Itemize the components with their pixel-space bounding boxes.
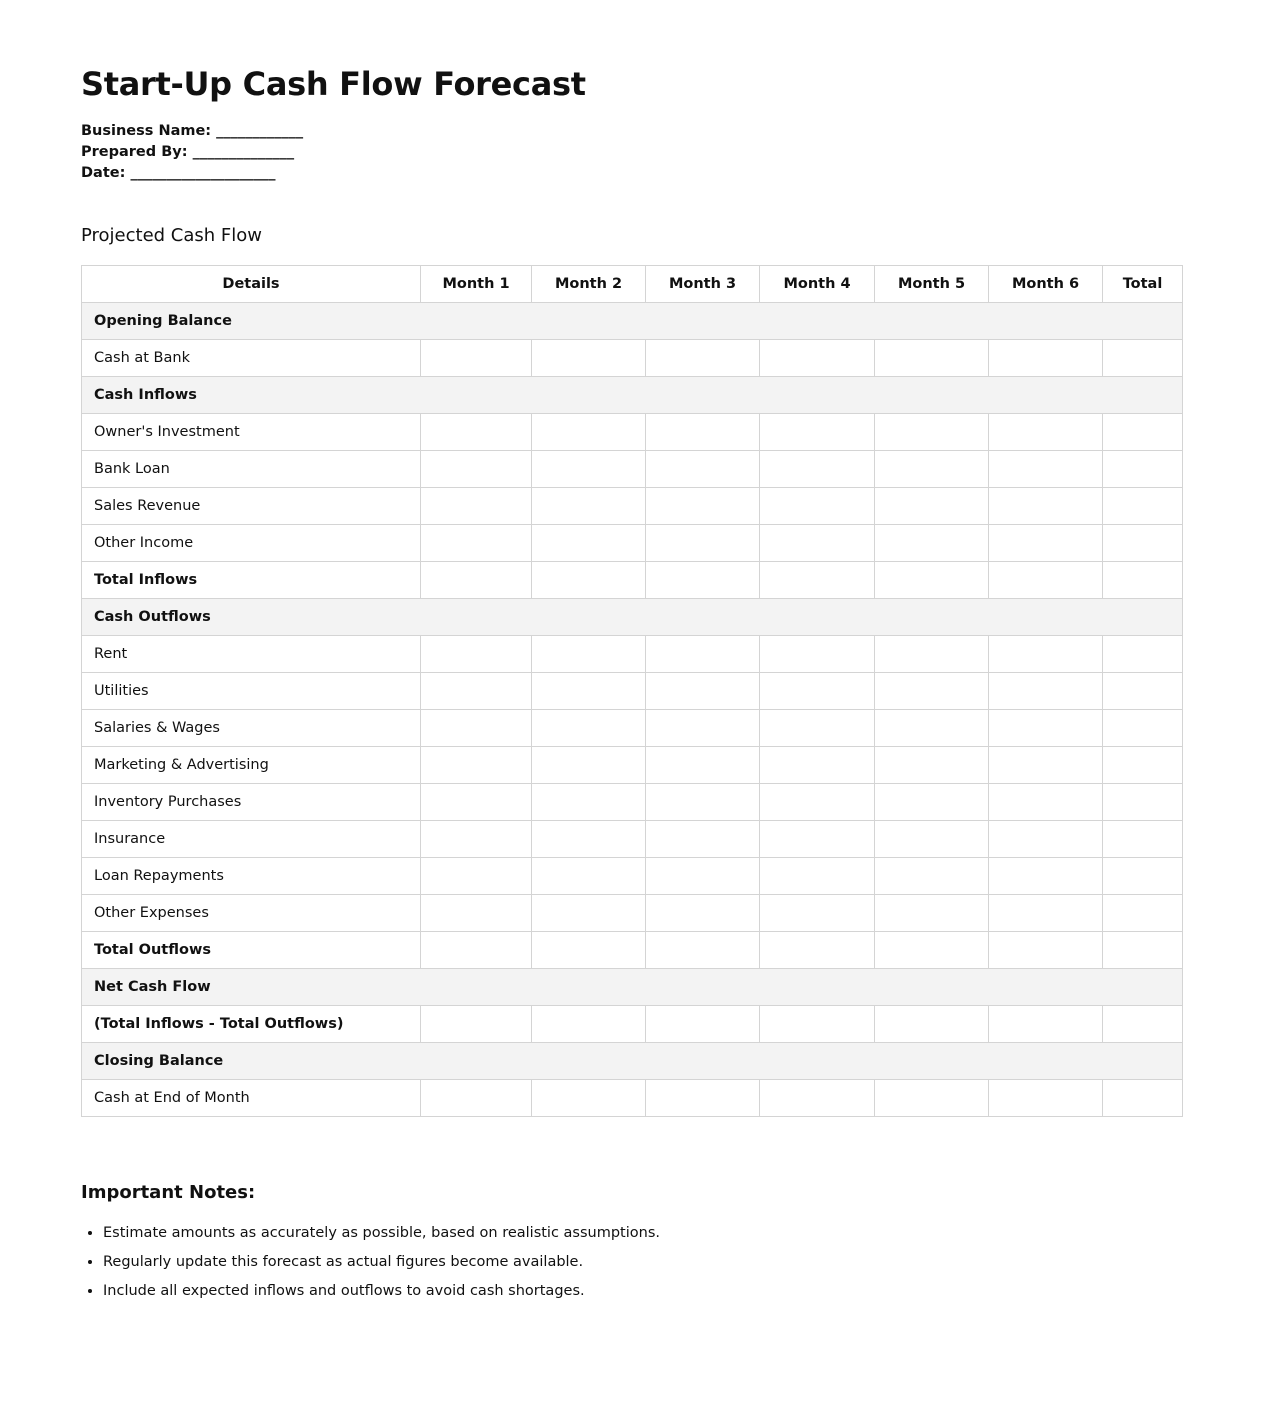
header-details: Details (82, 266, 421, 303)
month-cell[interactable] (532, 858, 646, 895)
header-month-1: Month 1 (421, 266, 532, 303)
month-cell[interactable] (646, 932, 760, 969)
month-cell[interactable] (421, 1080, 532, 1117)
month-cell[interactable] (646, 821, 760, 858)
row-label: Other Expenses (82, 895, 421, 932)
month-cell[interactable] (421, 525, 532, 562)
month-cell[interactable] (532, 784, 646, 821)
note-item: • Regularly update this forecast as actual figures become available. (103, 1248, 660, 1277)
row-label: (Total Inflows - Total Outflows) (82, 1006, 421, 1043)
section-title: Projected Cash Flow (81, 225, 263, 246)
month-cell[interactable] (760, 895, 875, 932)
month-cell[interactable] (532, 488, 646, 525)
section-label: Closing Balance (82, 1043, 1183, 1080)
header-total: Total (1103, 266, 1183, 303)
total-cell[interactable] (1103, 340, 1183, 377)
meta-date (81, 163, 303, 184)
month-cell[interactable] (989, 1006, 1103, 1043)
table-row (82, 747, 1183, 784)
table-row (82, 895, 1183, 932)
row-label: Total Outflows (82, 932, 421, 969)
table-row (82, 932, 1183, 969)
table-row (82, 1006, 1183, 1043)
month-cell[interactable] (875, 1080, 989, 1117)
row-label: Marketing & Advertising (82, 747, 421, 784)
month-cell[interactable] (760, 488, 875, 525)
total-cell[interactable] (1103, 747, 1183, 784)
month-cell[interactable] (532, 451, 646, 488)
table-header-row (82, 266, 1183, 303)
month-cell[interactable] (760, 673, 875, 710)
month-cell[interactable] (760, 858, 875, 895)
section-label: Net Cash Flow (82, 969, 1183, 1006)
month-cell[interactable] (760, 451, 875, 488)
month-cell[interactable] (989, 451, 1103, 488)
month-cell[interactable] (875, 340, 989, 377)
row-label: Rent (82, 636, 421, 673)
note-item: • Estimate amounts as accurately as possible, based on realistic assumptions. (103, 1219, 660, 1248)
month-cell[interactable] (421, 488, 532, 525)
month-cell[interactable] (760, 1080, 875, 1117)
page-title: Start-Up Cash Flow Forecast (81, 65, 586, 103)
table-row (82, 636, 1183, 673)
header-month-6: Month 6 (989, 266, 1103, 303)
month-cell[interactable] (421, 340, 532, 377)
row-label: Loan Repayments (82, 858, 421, 895)
month-cell[interactable] (760, 821, 875, 858)
month-cell[interactable] (421, 1006, 532, 1043)
month-cell[interactable] (760, 784, 875, 821)
month-cell[interactable] (646, 562, 760, 599)
month-cell[interactable] (989, 858, 1103, 895)
month-cell[interactable] (532, 821, 646, 858)
month-cell[interactable] (989, 710, 1103, 747)
row-label: Sales Revenue (82, 488, 421, 525)
total-cell[interactable] (1103, 525, 1183, 562)
meta-label: Business Name: (81, 123, 212, 139)
month-cell[interactable] (875, 562, 989, 599)
month-cell[interactable] (421, 747, 532, 784)
table-row (82, 340, 1183, 377)
month-cell[interactable] (989, 525, 1103, 562)
month-cell[interactable] (646, 414, 760, 451)
month-cell[interactable] (532, 1006, 646, 1043)
month-cell[interactable] (989, 784, 1103, 821)
total-cell[interactable] (1103, 451, 1183, 488)
month-cell[interactable] (875, 895, 989, 932)
month-cell[interactable] (646, 488, 760, 525)
table-body (82, 303, 1183, 1117)
section-label: Cash Inflows (82, 377, 1183, 414)
month-cell[interactable] (421, 414, 532, 451)
month-cell[interactable] (989, 636, 1103, 673)
header-month-5: Month 5 (875, 266, 989, 303)
month-cell[interactable] (760, 747, 875, 784)
meta-blank: ____________ (216, 123, 304, 139)
month-cell[interactable] (421, 710, 532, 747)
month-cell[interactable] (421, 673, 532, 710)
total-cell[interactable] (1103, 932, 1183, 969)
table-section-row (82, 599, 1183, 636)
meta-label: Date: (81, 165, 126, 181)
total-cell[interactable] (1103, 1080, 1183, 1117)
month-cell[interactable] (646, 858, 760, 895)
row-label: Total Inflows (82, 562, 421, 599)
header-month-3: Month 3 (646, 266, 760, 303)
table-section-row (82, 303, 1183, 340)
row-label: Inventory Purchases (82, 784, 421, 821)
month-cell[interactable] (875, 636, 989, 673)
total-cell[interactable] (1103, 414, 1183, 451)
month-cell[interactable] (989, 414, 1103, 451)
month-cell[interactable] (989, 895, 1103, 932)
total-cell[interactable] (1103, 895, 1183, 932)
month-cell[interactable] (760, 340, 875, 377)
month-cell[interactable] (875, 451, 989, 488)
table-row (82, 488, 1183, 525)
month-cell[interactable] (421, 636, 532, 673)
table-row (82, 858, 1183, 895)
row-label: Utilities (82, 673, 421, 710)
meta-blank: ______________ (192, 144, 295, 160)
month-cell[interactable] (875, 710, 989, 747)
month-cell[interactable] (875, 488, 989, 525)
month-cell[interactable] (421, 895, 532, 932)
month-cell[interactable] (646, 1080, 760, 1117)
cash-flow-table (81, 265, 1183, 1117)
table-row (82, 821, 1183, 858)
month-cell[interactable] (532, 747, 646, 784)
month-cell[interactable] (646, 747, 760, 784)
month-cell[interactable] (532, 673, 646, 710)
month-cell[interactable] (760, 562, 875, 599)
section-label: Cash Outflows (82, 599, 1183, 636)
month-cell[interactable] (646, 1006, 760, 1043)
month-cell[interactable] (875, 784, 989, 821)
month-cell[interactable] (989, 673, 1103, 710)
month-cell[interactable] (646, 673, 760, 710)
total-cell[interactable] (1103, 858, 1183, 895)
month-cell[interactable] (989, 747, 1103, 784)
month-cell[interactable] (646, 784, 760, 821)
month-cell[interactable] (760, 636, 875, 673)
month-cell[interactable] (421, 451, 532, 488)
month-cell[interactable] (760, 414, 875, 451)
month-cell[interactable] (875, 414, 989, 451)
month-cell[interactable] (532, 636, 646, 673)
month-cell[interactable] (532, 562, 646, 599)
document-meta (81, 121, 303, 184)
table-row (82, 1080, 1183, 1117)
month-cell[interactable] (989, 932, 1103, 969)
table-row (82, 710, 1183, 747)
table-row (82, 784, 1183, 821)
total-cell[interactable] (1103, 1006, 1183, 1043)
month-cell[interactable] (875, 821, 989, 858)
month-cell[interactable] (532, 414, 646, 451)
month-cell[interactable] (989, 562, 1103, 599)
month-cell[interactable] (646, 895, 760, 932)
table-row (82, 414, 1183, 451)
month-cell[interactable] (989, 1080, 1103, 1117)
table-section-row (82, 969, 1183, 1006)
month-cell[interactable] (532, 340, 646, 377)
month-cell[interactable] (532, 1080, 646, 1117)
month-cell[interactable] (532, 895, 646, 932)
month-cell[interactable] (646, 636, 760, 673)
month-cell[interactable] (989, 340, 1103, 377)
month-cell[interactable] (532, 525, 646, 562)
notes-list (81, 1219, 660, 1306)
month-cell[interactable] (646, 710, 760, 747)
meta-business-name (81, 121, 303, 142)
row-label: Cash at End of Month (82, 1080, 421, 1117)
month-cell[interactable] (875, 673, 989, 710)
meta-prepared-by (81, 142, 303, 163)
total-cell[interactable] (1103, 562, 1183, 599)
notes-title: Important Notes: (81, 1182, 256, 1203)
table-section-row (82, 377, 1183, 414)
table-row (82, 562, 1183, 599)
month-cell[interactable] (646, 525, 760, 562)
month-cell[interactable] (760, 710, 875, 747)
row-label: Bank Loan (82, 451, 421, 488)
month-cell[interactable] (532, 710, 646, 747)
total-cell[interactable] (1103, 673, 1183, 710)
header-month-2: Month 2 (532, 266, 646, 303)
month-cell[interactable] (760, 932, 875, 969)
section-label: Opening Balance (82, 303, 1183, 340)
month-cell[interactable] (875, 932, 989, 969)
row-label: Salaries & Wages (82, 710, 421, 747)
month-cell[interactable] (875, 747, 989, 784)
meta-blank: ____________________ (130, 165, 276, 181)
note-item: • Include all expected inflows and outflows to avoid cash shortages. (103, 1277, 660, 1306)
month-cell[interactable] (875, 858, 989, 895)
row-label: Owner's Investment (82, 414, 421, 451)
table-section-row (82, 1043, 1183, 1080)
total-cell[interactable] (1103, 636, 1183, 673)
meta-label: Prepared By: (81, 144, 188, 160)
total-cell[interactable] (1103, 710, 1183, 747)
month-cell[interactable] (875, 525, 989, 562)
table-row (82, 673, 1183, 710)
month-cell[interactable] (421, 858, 532, 895)
total-cell[interactable] (1103, 784, 1183, 821)
month-cell[interactable] (875, 1006, 989, 1043)
header-month-4: Month 4 (760, 266, 875, 303)
month-cell[interactable] (646, 451, 760, 488)
month-cell[interactable] (989, 488, 1103, 525)
total-cell[interactable] (1103, 488, 1183, 525)
row-label: Other Income (82, 525, 421, 562)
month-cell[interactable] (532, 932, 646, 969)
month-cell[interactable] (421, 784, 532, 821)
row-label: Cash at Bank (82, 340, 421, 377)
month-cell[interactable] (760, 525, 875, 562)
total-cell[interactable] (1103, 821, 1183, 858)
month-cell[interactable] (989, 821, 1103, 858)
month-cell[interactable] (646, 340, 760, 377)
table-row (82, 525, 1183, 562)
month-cell[interactable] (760, 1006, 875, 1043)
table-row (82, 451, 1183, 488)
month-cell[interactable] (421, 932, 532, 969)
row-label: Insurance (82, 821, 421, 858)
month-cell[interactable] (421, 562, 532, 599)
month-cell[interactable] (421, 821, 532, 858)
